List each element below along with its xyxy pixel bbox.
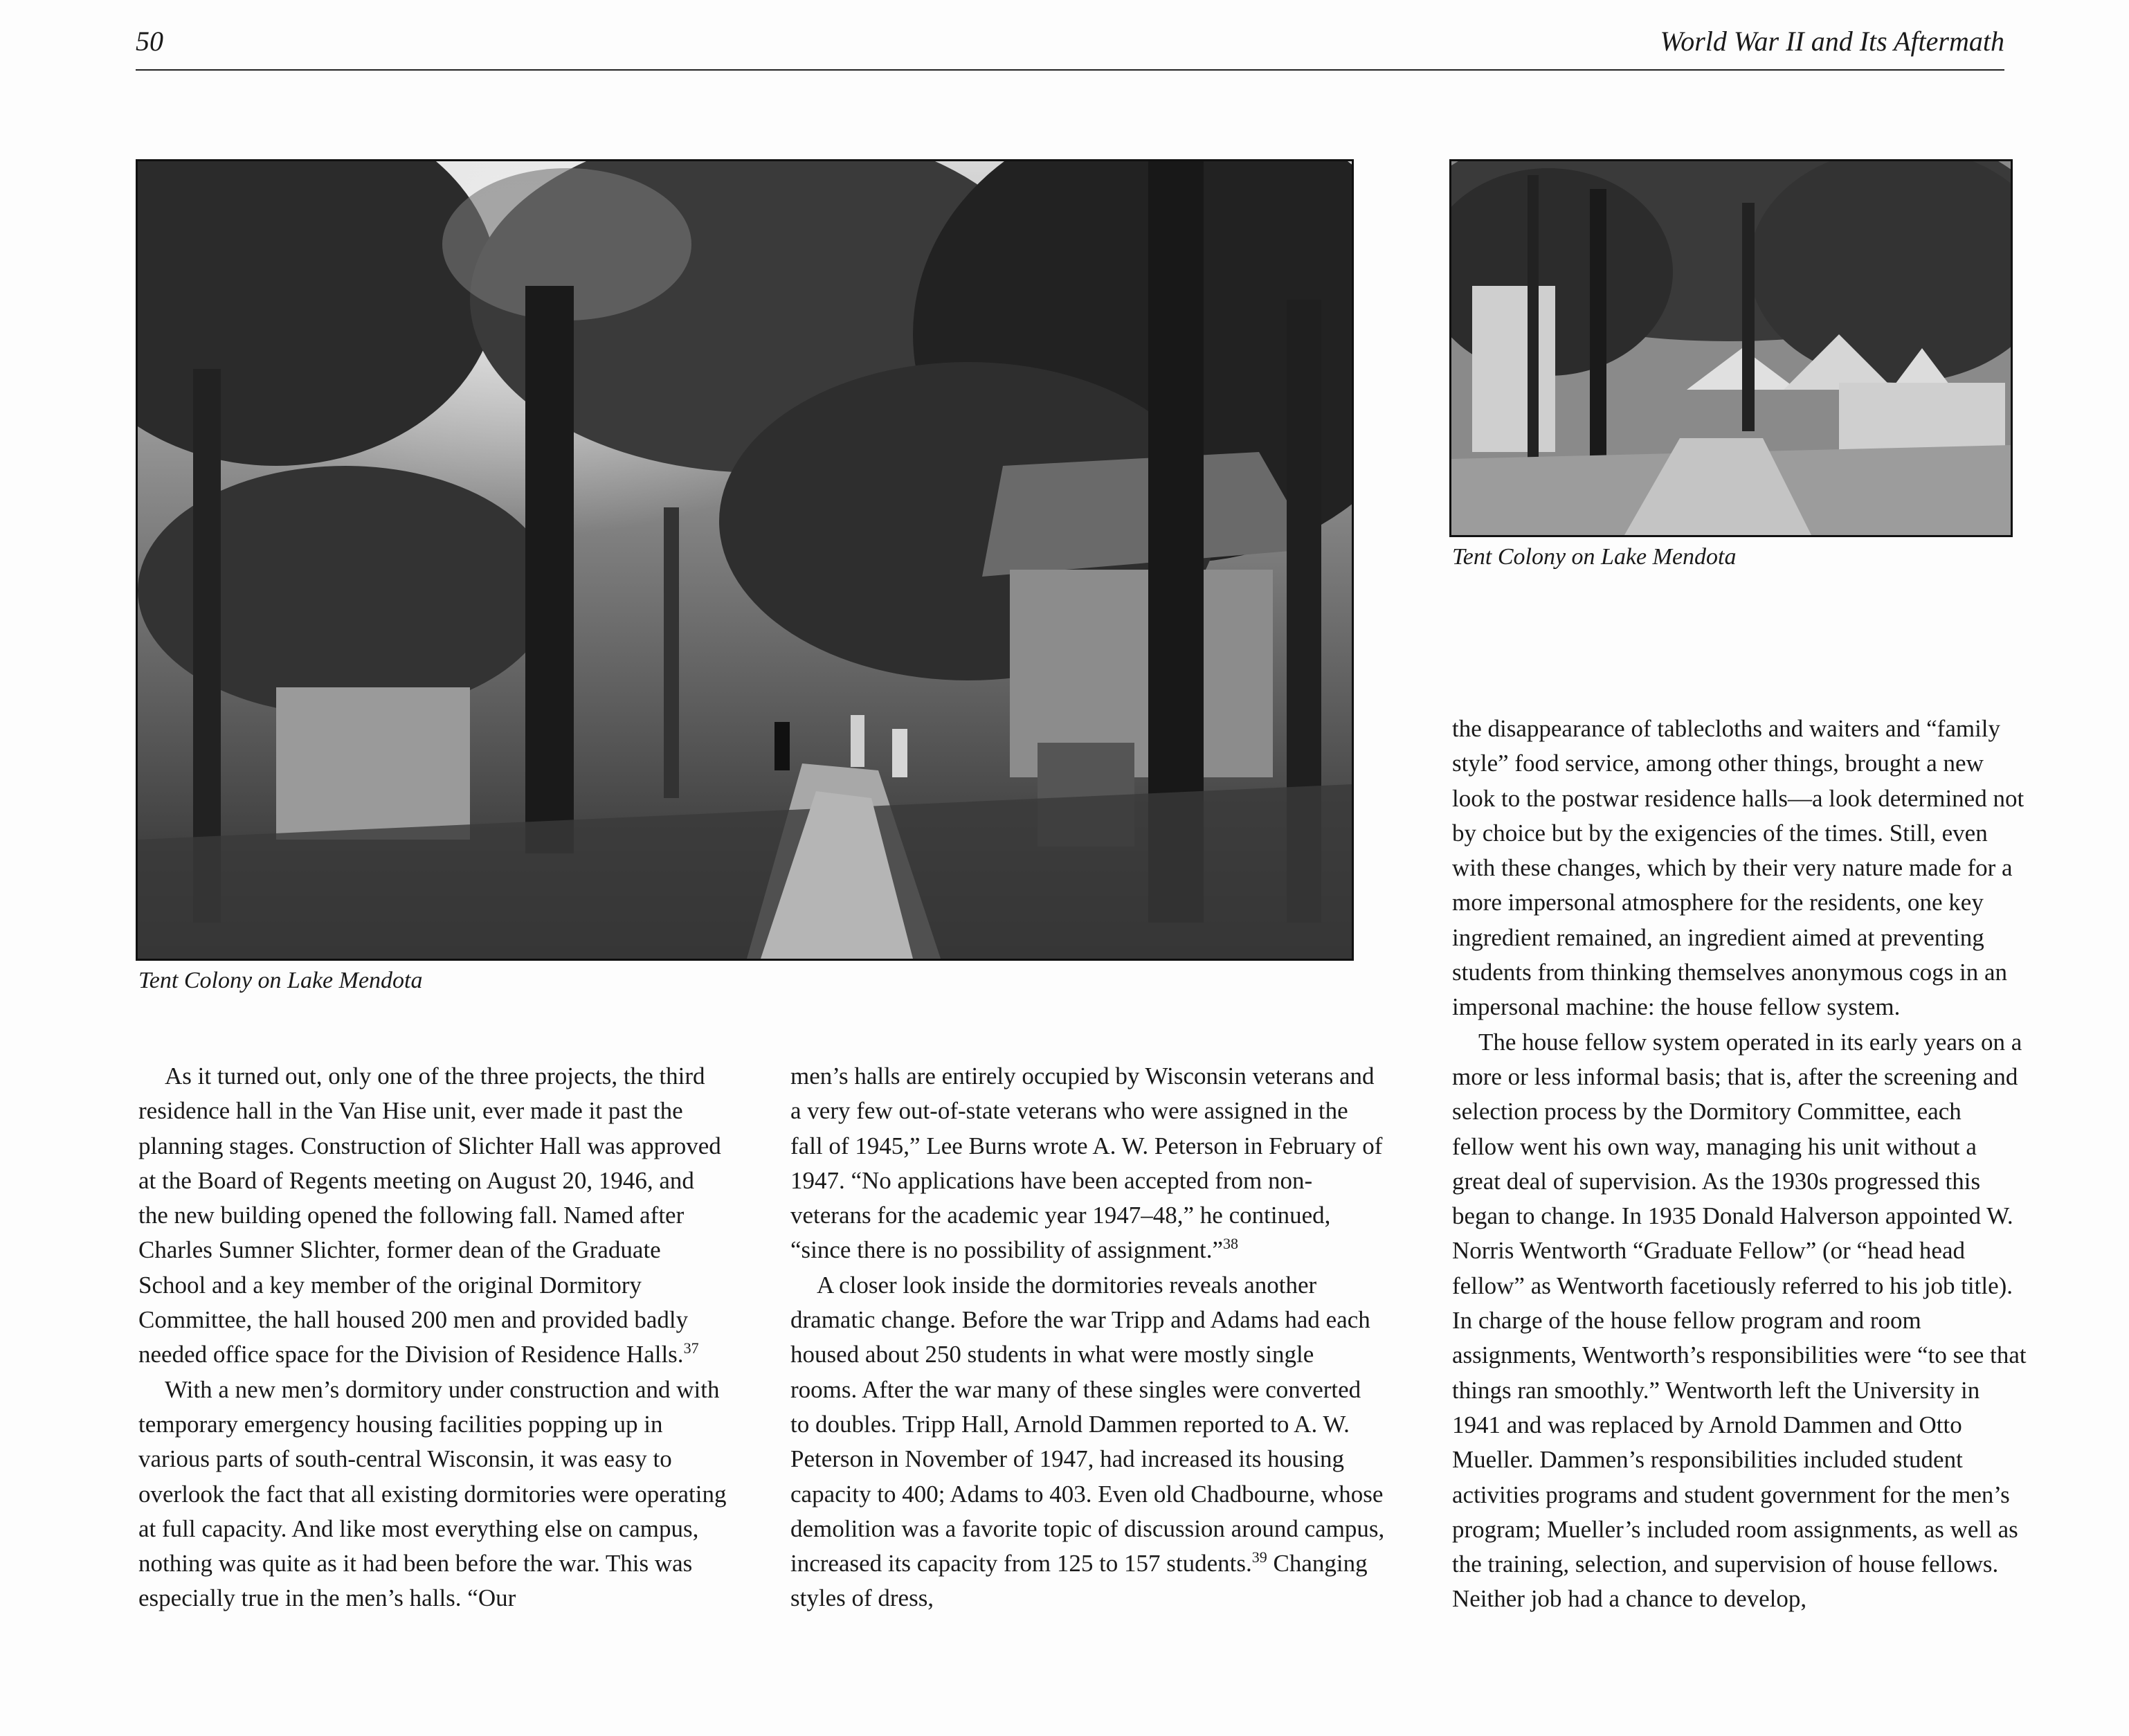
paragraph (138, 1059, 727, 1373)
forest-path-photo (138, 161, 1352, 959)
paragraph-text: men’s halls are entirely occupied by Wisconsin veterans and a very few out-of-state veterans who were assigned in the fall of 1945,” Lee Burns wrote A. W. Peterson in February of 1947. “No applications have been accepted from non-veterans for the academic year 1947–48,” he continued, “since there is no possibility of assignment.” (790, 1063, 1383, 1264)
text-column-1 (138, 1059, 727, 1616)
page-number: 50 (136, 26, 163, 57)
footnote-ref: 37 (683, 1339, 699, 1357)
paragraph (790, 1268, 1386, 1616)
paragraph-text: Changing styles of dress, (790, 1550, 1368, 1612)
header-divider (136, 69, 2004, 71)
tent-row-photo (1451, 161, 2011, 535)
paragraph: The house fellow system operated in its early years on a more or less informal basis; that is, after the screening and selection process by the Dormitory Committee, each fellow went his own way, managing his unit without a great deal of supervision. As the 1930s progressed this began to change. In 1935 Donald Halverson appointed W. Norris Wentworth “Graduate Fellow” (or “head head fellow” as Wentworth facetiously referred to his job title). In charge of the house fellow program and room assignments, Wentworth’s responsibilities were “to see that things ran smoothly.” Wentworth left the University in 1941 and was replaced by Arnold Dammen and Otto Mueller. Dammen’s responsibilities included student activities programs and student government for the men’s program; Mueller’s included room assignments, as well as the training, selection, and supervision of house fellows. Neither job had a chance to develop, (1452, 1028, 2027, 1613)
paragraph-text: A closer look inside the dormitories reveals another dramatic change. Before the war Tripp and Adams had each housed about 250 students in what were mostly single rooms. After the war many of these singles were converted to doubles. Tripp Hall, Arnold Dammen reported to A. W. Peterson in November of 1947, had increased its housing capacity to 400; Adams to 403. Even old Chadbourne, whose demolition was a favorite topic of discussion around campus, increased its capacity from 125 to 157 students. (790, 1271, 1385, 1577)
small-photo-caption: Tent Colony on Lake Mendota (1452, 544, 1737, 570)
large-photo-caption: Tent Colony on Lake Mendota (138, 968, 423, 993)
paragraph: With a new men’s dormitory under construction and with temporary emergency housing facilities popping up in various parts of south-central Wisconsin, it was easy to overlook the fact that all existing dormitories were operating at full capacity. And like most everything else on campus, nothing was quite as it had been before the war. This was especially true in the men’s halls. “Our (138, 1375, 727, 1612)
text-column-2 (790, 1059, 1386, 1616)
footnote-ref: 38 (1223, 1235, 1239, 1253)
tent-colony-photo-small (1449, 159, 2013, 537)
tent-colony-photo-large (136, 159, 1354, 961)
paragraph-text: As it turned out, only one of the three projects, the third residence hall in the Van Hise unit, ever made it past the planning stages. Construction of Slichter Hall was approved at the Board of Regents meeting on August 20, 1946, and the new building opened the following fall. Named after Charles Sumner Slichter, former dean of the Graduate School and a key member of the original Dormitory Committee, the hall housed 200 men and provided badly needed office space for the Division of Residence Halls. (138, 1063, 721, 1368)
text-column-3 (1452, 712, 2027, 1617)
paragraph: the disappearance of tablecloths and waiters and “family style” food service, among other things, brought a new look to the postwar residence halls—a look determined not by choice but by the exigencies of the times. Still, even with these changes, which by their very nature made for a more impersonal atmosphere for the residents, one key ingredient remained, an ingredient aimed at preventing students from thinking themselves anonymous cogs in an impersonal machine: the house fellow system. (1452, 715, 2024, 1021)
running-title: World War II and Its Aftermath (1660, 26, 2004, 57)
footnote-ref: 39 (1251, 1548, 1267, 1566)
paragraph (790, 1059, 1386, 1268)
